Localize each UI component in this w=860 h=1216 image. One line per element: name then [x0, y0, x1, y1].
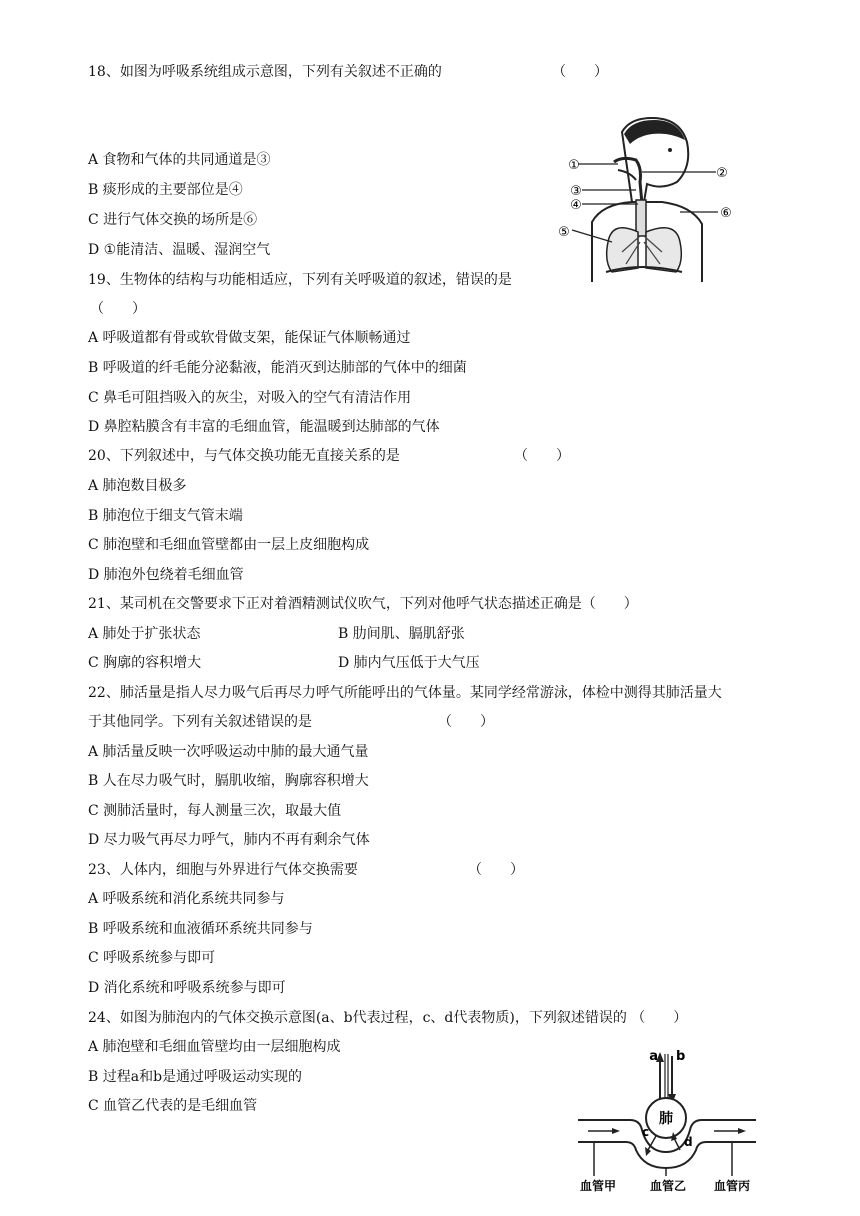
- q23-option-a: A 呼吸系统和消化系统共同参与: [88, 891, 285, 907]
- label-2: ②: [716, 166, 728, 181]
- label-b: b: [676, 1049, 686, 1064]
- q20-stem: 20、下列叙述中，与气体交换功能无直接关系的是: [88, 448, 400, 464]
- label-5: ⑤: [558, 225, 570, 240]
- respiratory-system-figure: [552, 112, 742, 284]
- q23-stem: 23、人体内，细胞与外界进行气体交换需要: [88, 862, 358, 878]
- q23-answer-paren: （ ）: [468, 862, 524, 878]
- q21-option-c: C 胸廓的容积增大: [88, 655, 202, 671]
- q20-answer-paren: （ ）: [514, 448, 570, 464]
- q20-option-b: B 肺泡位于细支气管末端: [88, 508, 243, 524]
- q22-stem-line1: 22、肺活量是指人尽力吸气后再尽力呼气所能呼出的气体量。某同学经常游泳，体检中测得其肺活量大: [88, 685, 722, 701]
- q19-answer-paren: （ ）: [90, 301, 146, 317]
- q18-option-b: B 痰形成的主要部位是④: [88, 182, 243, 198]
- label-1: ①: [568, 158, 580, 173]
- q23-option-b: B 呼吸系统和血液循环系统共同参与: [88, 921, 313, 937]
- q22-answer-paren: （ ）: [438, 714, 494, 730]
- q18-answer-paren: （ ）: [552, 64, 608, 80]
- q18-stem: 18、如图为呼吸系统组成示意图，下列有关叙述不正确的: [88, 64, 442, 80]
- q22-option-d: D 尽力吸气再尽力呼气，肺内不再有剩余气体: [88, 832, 370, 848]
- q18-option-d: D ①能清洁、温暖、湿润空气: [88, 242, 271, 258]
- q19-option-b: B 呼吸道的纤毛能分泌黏液，能消灭到达肺部的气体中的细菌: [88, 360, 467, 376]
- label-a: a: [649, 1049, 658, 1064]
- label-6: ⑥: [720, 206, 732, 221]
- q19-option-c: C 鼻毛可阻挡吸入的灰尘，对吸入的空气有清洁作用: [88, 390, 412, 406]
- q23-option-d: D 消化系统和呼吸系统参与即可: [88, 980, 286, 996]
- q19-option-d: D 鼻腔粘膜含有丰富的毛细血管，能温暖到达肺部的气体: [88, 419, 440, 435]
- label-3: ③: [570, 184, 582, 199]
- q24-stem: 24、如图为肺泡内的气体交换示意图(a、b代表过程，c、d代表物质)，下列叙述错误的 （ ）: [88, 1010, 688, 1026]
- q20-option-d: D 肺泡外包绕着毛细血管: [88, 567, 244, 583]
- label-c: c: [642, 1125, 650, 1139]
- q19-stem: 19、生物体的结构与功能相适应，下列有关呼吸道的叙述，错误的是: [88, 272, 512, 288]
- q22-option-a: A 肺活量反映一次呼吸运动中肺的最大通气量: [88, 744, 369, 760]
- q21-option-d: D 肺内气压低于大气压: [338, 655, 480, 671]
- q22-stem-line2: 于其他同学。下列有关叙述错误的是: [88, 714, 312, 730]
- q18-option-a: A 食物和气体的共同通道是③: [88, 152, 271, 168]
- q22-option-b: B 人在尽力吸气时，膈肌收缩，胸廓容积增大: [88, 773, 369, 789]
- q21-option-b: B 肋间肌、膈肌舒张: [338, 626, 465, 642]
- label-vessel-yi: 血管乙: [649, 1179, 687, 1193]
- q23-option-c: C 呼吸系统参与即可: [88, 950, 216, 966]
- q22-option-c: C 测肺活量时，每人测量三次，取最大值: [88, 803, 342, 819]
- label-lung: 肺: [659, 1111, 673, 1127]
- q18-option-c: C 进行气体交换的场所是⑥: [88, 212, 258, 228]
- q20-option-c: C 肺泡壁和毛细血管壁都由一层上皮细胞构成: [88, 537, 370, 553]
- q24-option-c: C 血管乙代表的是毛细血管: [88, 1098, 258, 1114]
- label-d: d: [684, 1135, 693, 1149]
- q24-option-b: B 过程a和b是通过呼吸运动实现的: [88, 1069, 303, 1085]
- label-4: ④: [570, 198, 582, 213]
- label-vessel-bing: 血管丙: [713, 1179, 751, 1193]
- label-vessel-jia: 血管甲: [579, 1179, 617, 1193]
- q21-stem: 21、某司机在交警要求下正对着酒精测试仪吹气，下列对他呼气状态描述正确是（ ）: [88, 596, 638, 612]
- q19-option-a: A 呼吸道都有骨或软骨做支架，能保证气体顺畅通过: [88, 330, 411, 346]
- q21-option-a: A 肺处于扩张状态: [88, 626, 201, 642]
- q24-option-a: A 肺泡壁和毛细血管壁均由一层细胞构成: [88, 1039, 341, 1055]
- q20-option-a: A 肺泡数目极多: [88, 478, 187, 494]
- alveolar-gas-exchange-figure: [572, 1046, 768, 1196]
